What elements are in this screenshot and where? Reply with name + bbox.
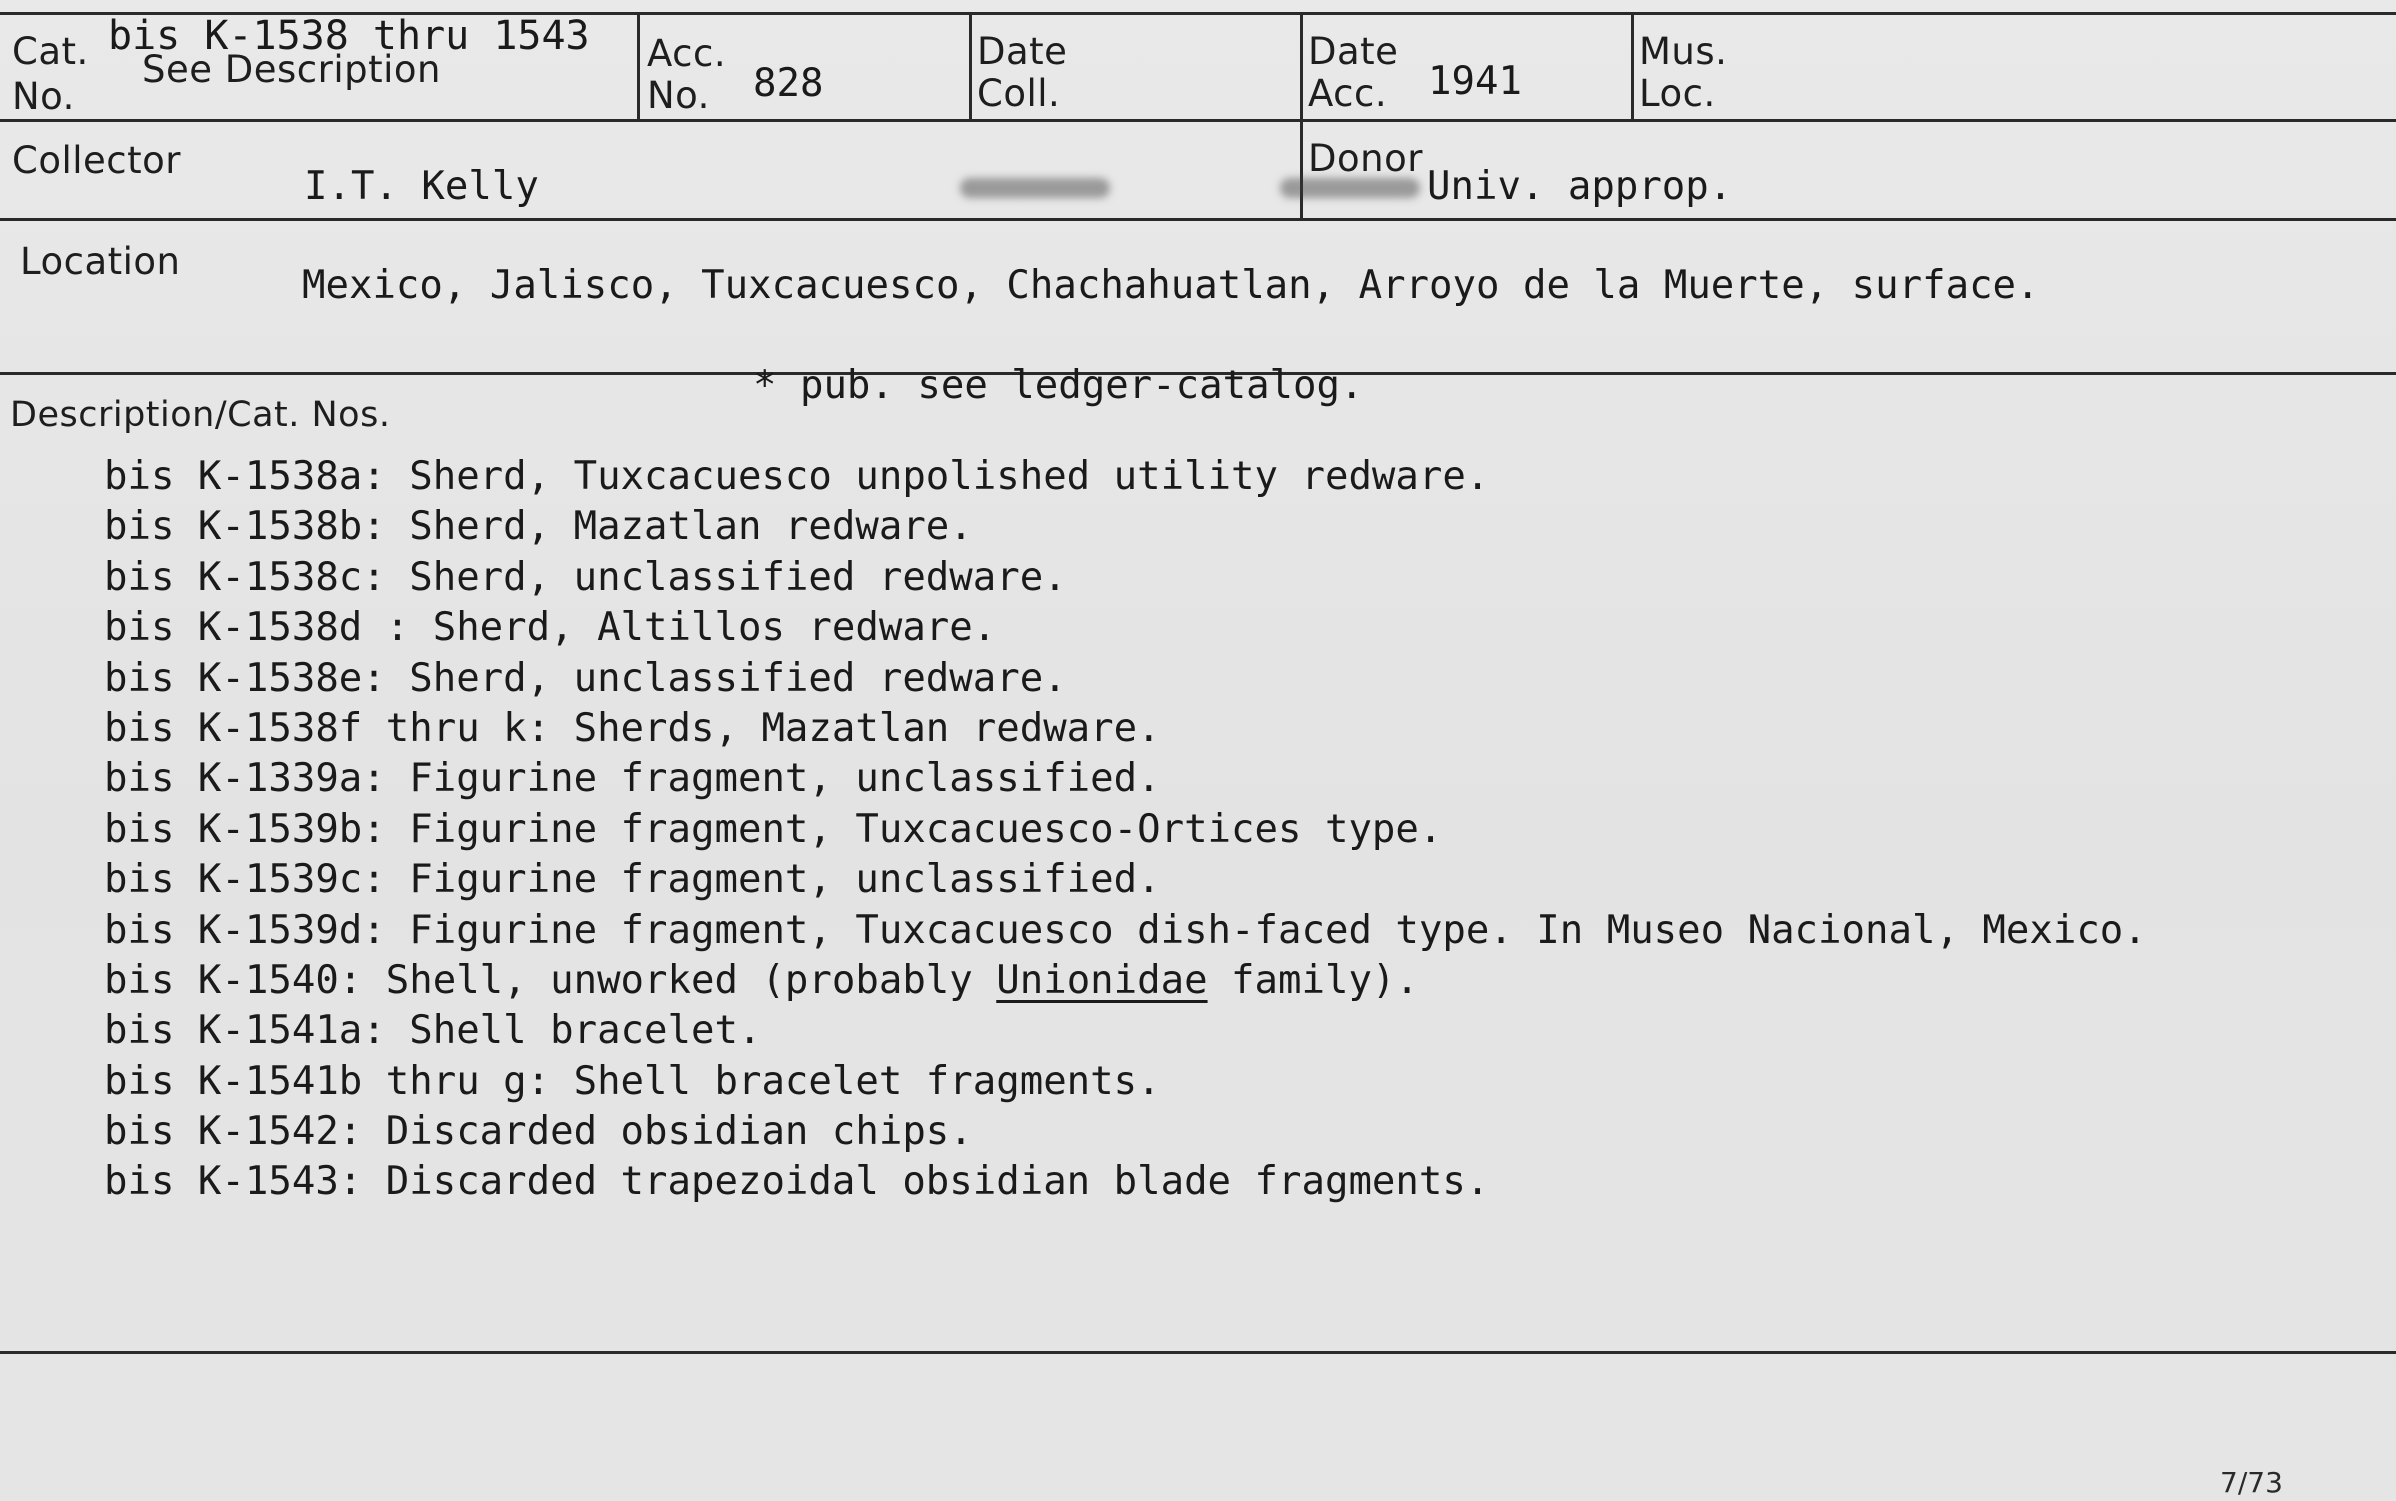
page-number: 7/73 [2220,1466,2283,1499]
description-entry: bis K-1543: Discarded trapezoidal obsidian blade fragments. [104,1159,1490,1205]
shell-entry-tail: family). [1207,957,1419,1003]
acc-no-value: 828 [753,61,824,106]
description-entry: bis K-1539c: Figurine fragment, unclassified. [104,857,1161,903]
loc-label: Loc. [1639,72,1716,115]
cat-no-note: See Description [142,48,442,91]
acc2-label: Acc. [1308,72,1388,115]
description-entry: bis K-1538b: Sherd, Mazatlan redware. [104,504,973,550]
description-entry: bis K-1539d: Figurine fragment, Tuxcacuesco dish-faced type. In Museo Nacional, Mexico. [104,907,2147,953]
description-entry: bis K-1538d : Sherd, Altillos redware. [104,605,997,651]
location-label: Location [20,240,181,283]
description-entry: bis K-1539b: Figurine fragment, Tuxcacuesco-Ortices type. [104,806,1443,852]
ink-smudge [1280,178,1420,198]
header-divider-line [0,119,2396,122]
date-acc-label: Date [1308,30,1399,73]
description-entry: bis K-1542: Discarded obsidian chips. [104,1109,973,1155]
collector-divider-line [0,218,2396,221]
date-coll-label: Date [977,30,1068,73]
description-list [104,452,2147,1208]
shell-entry-text: bis K-1540: Shell, unworked (probably [104,957,997,1003]
location-value: Mexico, Jalisco, Tuxcacuesco, Chachahuatlan, Arroyo de la Muerte, surface. [302,263,2040,308]
description-entry: bis K-1538f thru k: Sherds, Mazatlan redware. [104,705,1161,751]
bottom-rule-line [0,1351,2396,1354]
pub-note: * pub. see ledger-catalog. [753,363,1364,408]
donor-label: Donor [1308,137,1423,180]
unionidae-underlined: Unionidae [996,957,1208,1003]
description-entry: bis K-1538a: Sherd, Tuxcacuesco unpolished utility redware. [104,454,1490,499]
dateacc-mus-divider [1631,12,1634,120]
acc-no-label: No. [647,74,710,117]
cat-no-value: bis K-1538 thru 1543 [108,13,590,59]
description-label: Description/Cat. Nos. [10,395,391,435]
mus-label: Mus. [1639,30,1728,73]
acc-datecoll-divider [969,12,972,120]
cat-no-label: No. [12,75,75,118]
description-entry: bis K-1339a: Figurine fragment, unclassified. [104,756,1161,802]
collector-label: Collector [12,139,181,182]
description-entry-shell [104,956,2147,1006]
acc-label: Acc. [647,32,727,75]
coll-label: Coll. [977,72,1061,115]
description-entry: bis K-1538c: Sherd, unclassified redware. [104,554,1067,600]
cat-label: Cat. [12,30,89,73]
date-acc-value: 1941 [1428,59,1522,104]
cat-acc-divider [637,12,640,120]
description-entry: bis K-1541b thru g: Shell bracelet fragments. [104,1058,1161,1104]
ink-smudge [960,178,1110,198]
donor-value: Univ. approp. [1427,164,1733,209]
description-entry: bis K-1541a: Shell bracelet. [104,1008,762,1054]
collector-value: I.T. Kelly [304,164,539,209]
description-entry: bis K-1538e: Sherd, unclassified redware. [104,655,1067,701]
